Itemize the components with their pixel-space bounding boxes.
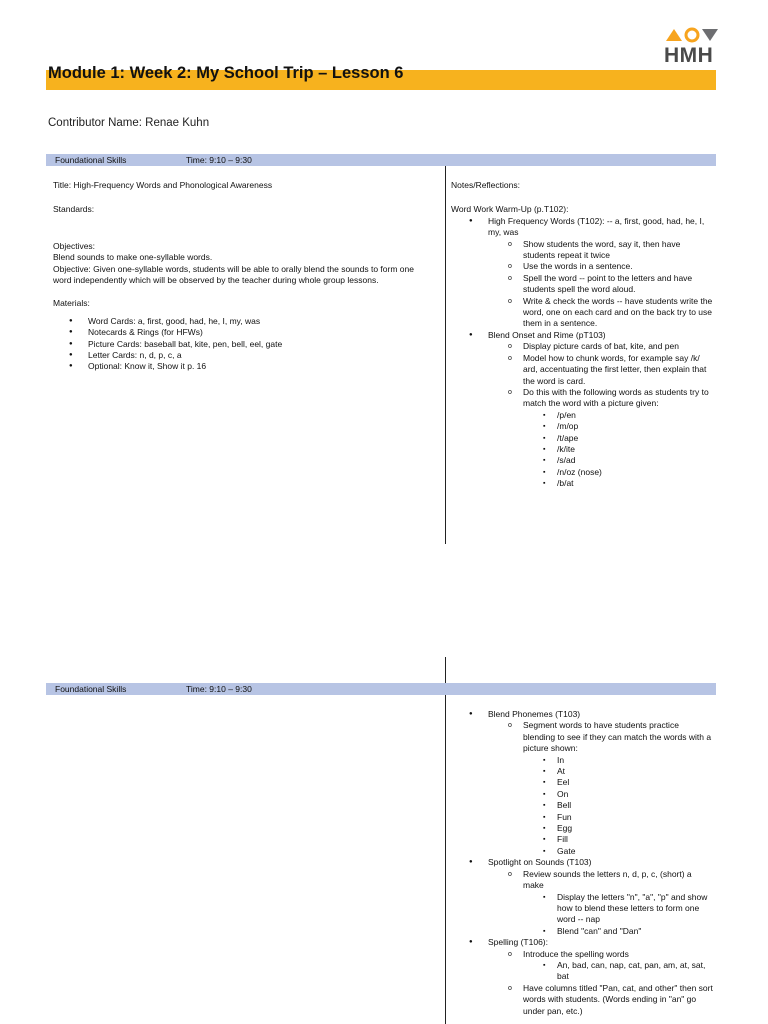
section-time: Time: 9:10 – 9:30 [186, 155, 252, 165]
spelling-item: Spelling (T106): [488, 937, 549, 948]
objectives-heading: Objectives: [53, 240, 96, 251]
spotlight-steps [488, 869, 713, 937]
list-item: ▪ /m/op [523, 421, 713, 432]
list-item: o Use the words in a sentence. [488, 261, 713, 272]
hfw-item: High Frequency Words (T102): -- a, first, good, had, he, I, my, was [488, 215, 705, 238]
section1-right [451, 180, 713, 490]
phonemes-step-text: Segment words to have students practice blending to see if they can match the words with a picture shown: [523, 720, 712, 754]
spotlight-step-text: Review sounds the letters n, d, p, c, (short) a make [523, 868, 692, 891]
spelling-words [523, 960, 713, 983]
list-item [488, 869, 713, 937]
spelling-step-text: Introduce the spelling words [523, 948, 629, 959]
objective-line: Objective: Given one-syllable words, students will be able to orally blend the sounds to form one word independently which will be observed by the teacher during whole group lessons. [53, 263, 414, 286]
list-item [488, 949, 713, 983]
materials-heading: Materials: [53, 298, 90, 309]
list-item: ● Notecards & Rings (for HFWs) [53, 327, 433, 338]
list-item: o Display picture cards of bat, kite, and pen [488, 341, 713, 352]
section1-left [53, 180, 433, 373]
list-item: ● Picture Cards: baseball bat, kite, pen, bell, eel, gate [53, 339, 433, 350]
list-item [451, 937, 713, 1017]
list-item: ▪ Display the letters "n", "a", "p" and show how to blend these letters to form one word -- nap [523, 892, 713, 926]
hmh-logo [664, 27, 718, 67]
phonemes-item: Blend Phonemes (T103) [488, 709, 581, 719]
list-item: ▪ /k/ite [523, 444, 713, 455]
logo-text: HMH [664, 44, 714, 67]
list-item: o Have columns titled "Pan, cat, and other" then sort words with students. (Words ending in "an" go under pan, etc.) [488, 983, 713, 1017]
list-item [451, 330, 713, 490]
blend-words [523, 410, 713, 490]
contributor-name: Contributor Name: Renae Kuhn [48, 117, 210, 129]
page-title: Module 1: Week 2: My School Trip – Lesson 6 [48, 64, 404, 82]
section-subject: Foundational Skills [55, 155, 127, 165]
materials-list [53, 316, 433, 373]
list-item: o Spell the word -- point to the letters and have students spell the word aloud. [488, 273, 713, 296]
spelling-steps [488, 949, 713, 1017]
list-item [488, 720, 713, 857]
warmup-heading: Word Work Warm-Up (p.T102): [451, 204, 569, 215]
list-item [451, 709, 713, 857]
spotlight-item: Spotlight on Sounds (T103) [488, 857, 592, 868]
section-band-2 [46, 683, 716, 695]
list-item: ▪ At [523, 766, 713, 777]
column-divider [445, 657, 446, 683]
phonemes-steps [488, 720, 713, 857]
list-item: ▪ Eel [523, 777, 713, 788]
list-item [451, 216, 713, 330]
objective-line: Blend sounds to make one-syllable words. [53, 252, 213, 263]
list-item: o Model how to chunk words, for example say /k/ ard, accentuating the first letter, then explain that the word is card. [488, 353, 713, 387]
list-item: ▪ /t/ape [523, 433, 713, 444]
list-item [488, 387, 713, 490]
warmup-list [451, 216, 713, 490]
blend-step-text: Do this with the following words as students try to match the word with a picture given: [523, 386, 709, 409]
list-item: ▪ Blend "can" and "Dan" [523, 926, 713, 937]
list-item: ● Letter Cards: n, d, p, c, a [53, 350, 433, 361]
list-item: ▪ Fun [523, 812, 713, 823]
column-divider [445, 695, 446, 1024]
section-time: Time: 9:10 – 9:30 [186, 684, 252, 694]
phonemes-words [523, 755, 713, 858]
list-item: ▪ /s/ad [523, 455, 713, 466]
list-item: ▪ An, bad, can, nap, cat, pan, am, at, sat, bat [523, 960, 713, 983]
lesson-title: Title: High-Frequency Words and Phonological Awareness [53, 180, 273, 190]
list-item: ● Word Cards: a, first, good, had, he, I, my, was [53, 316, 433, 327]
blend-steps [488, 341, 713, 489]
blend-item: Blend Onset and Rime (pT103) [488, 329, 606, 340]
list-item [451, 857, 713, 937]
section-band-1 [46, 154, 716, 166]
list-item: ▪ /b/at [523, 478, 713, 489]
section2-list [451, 709, 713, 1017]
column-divider [445, 166, 446, 544]
section-subject: Foundational Skills [55, 684, 127, 694]
list-item: ▪ Gate [523, 846, 713, 857]
standards-heading: Standards: [53, 204, 95, 215]
spotlight-items [523, 892, 713, 938]
list-item: ● Optional: Know it, Show it p. 16 [53, 361, 433, 372]
notes-heading: Notes/Reflections: [451, 180, 520, 190]
list-item: ▪ Bell [523, 800, 713, 811]
hmh-logo-shapes-icon [666, 27, 718, 43]
list-item: ▪ On [523, 789, 713, 800]
hfw-steps [488, 239, 713, 330]
list-item: o Write & check the words -- have students write the word, one on each card and on the back try to use them in a sentence. [488, 296, 713, 330]
list-item: ▪ In [523, 755, 713, 766]
list-item: ▪ Fill [523, 834, 713, 845]
list-item: o Show students the word, say it, then have students repeat it twice [488, 239, 713, 262]
list-item: ▪ /n/oz (nose) [523, 467, 713, 478]
section2-right [451, 709, 713, 1017]
list-item: ▪ Egg [523, 823, 713, 834]
list-item: ▪ /p/en [523, 410, 713, 421]
